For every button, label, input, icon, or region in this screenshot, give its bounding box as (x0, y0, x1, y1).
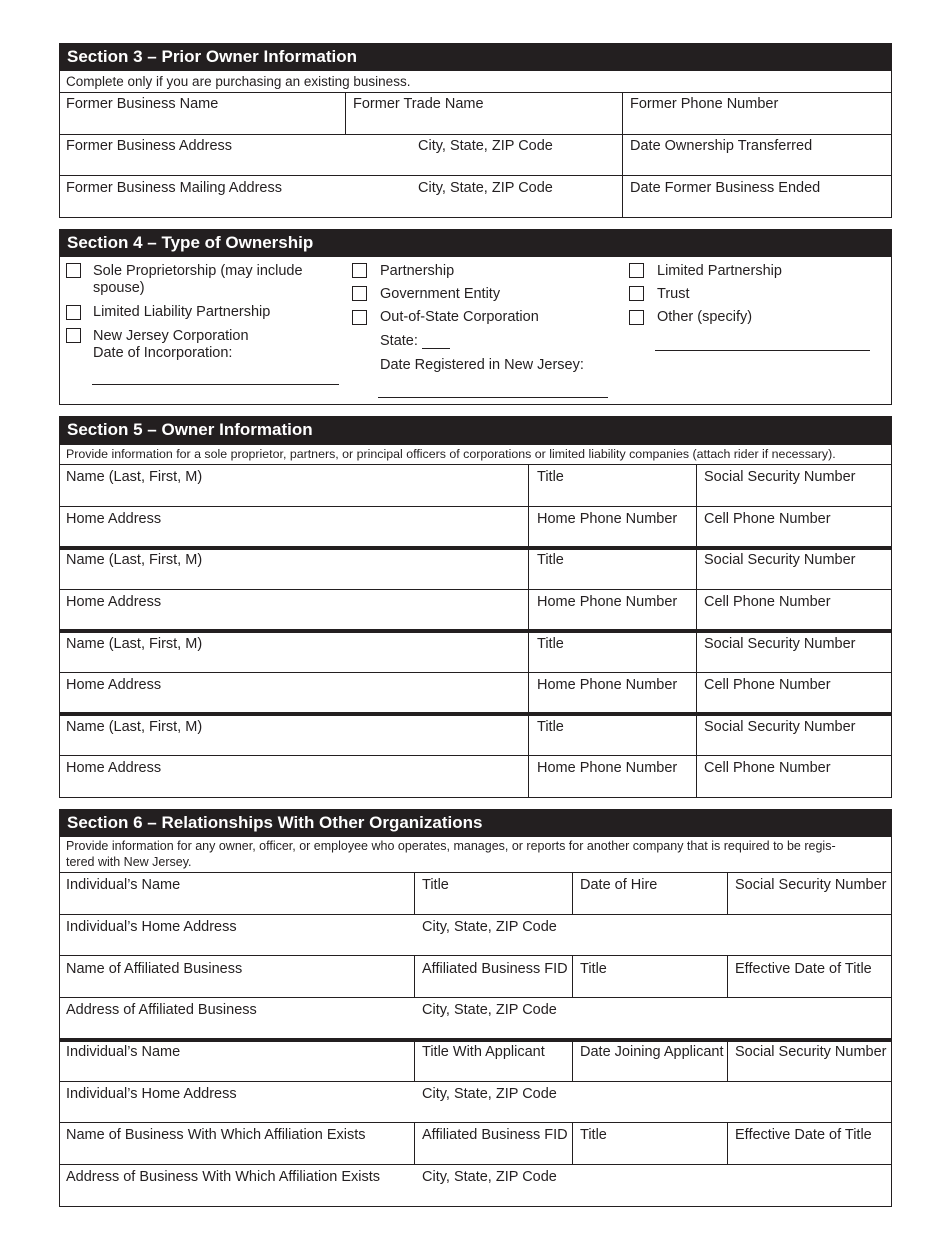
date-incorporation-label: Date of Incorporation: (93, 345, 233, 361)
other-specify-label: Other (specify) (657, 309, 753, 325)
b1-effective-date-field[interactable]: Effective Date of Title (735, 961, 872, 977)
divider (59, 1122, 892, 1123)
section5-note: Provide information for a sole proprietor, partners, or principal officers of corporations or limited liability companies (attach rider if necessary). (66, 447, 836, 461)
b2-affiliated-city-state-zip-field[interactable]: City, State, ZIP Code (422, 1169, 557, 1185)
limited-partnership-checkbox[interactable] (629, 263, 644, 278)
divider (59, 872, 892, 873)
partnership-label: Partnership (380, 263, 455, 279)
divider (59, 755, 892, 756)
owner3-home-address-field[interactable]: Home Address (66, 677, 162, 693)
b2-effective-date-field[interactable]: Effective Date of Title (735, 1127, 872, 1143)
divider (572, 955, 573, 997)
section5-box (59, 444, 892, 798)
divider (414, 1042, 415, 1081)
former-phone-number-field[interactable]: Former Phone Number (630, 96, 779, 112)
section5-header: Section 5 – Owner Information (59, 416, 892, 444)
section6-header: Section 6 – Relationships With Other Organizations (59, 809, 892, 836)
date-business-ended-field[interactable]: Date Former Business Ended (630, 180, 821, 196)
divider (414, 955, 415, 997)
date-ownership-transferred-field[interactable]: Date Ownership Transferred (630, 138, 813, 154)
owner1-name-field[interactable]: Name (Last, First, M) (66, 469, 203, 485)
owner1-title-field[interactable]: Title (537, 469, 564, 485)
sole-proprietorship-label-cont: spouse) (93, 280, 145, 296)
divider (59, 1081, 892, 1082)
owner1-ssn-field[interactable]: Social Security Number (704, 469, 856, 485)
owner4-ssn-field[interactable]: Social Security Number (704, 719, 856, 735)
state-input-line[interactable] (422, 348, 450, 349)
b1-home-address-field[interactable]: Individual’s Home Address (66, 919, 237, 935)
limited-partnership-label: Limited Partnership (657, 263, 782, 279)
divider (59, 955, 892, 956)
partnership-checkbox[interactable] (352, 263, 367, 278)
divider (59, 92, 892, 93)
out-of-state-corp-label: Out-of-State Corporation (380, 309, 539, 325)
date-registered-nj-label: Date Registered in New Jersey: (380, 357, 584, 373)
b1-affiliated-business-name-field[interactable]: Name of Affiliated Business (66, 961, 243, 977)
section6-note-cont: tered with New Jersey. (66, 855, 192, 869)
other-checkbox[interactable] (629, 310, 644, 325)
b2-affiliated-fid-field[interactable]: Affiliated Business FID (422, 1127, 568, 1143)
b1-city-state-zip-field[interactable]: City, State, ZIP Code (422, 919, 557, 935)
divider (59, 506, 892, 507)
owner2-name-field[interactable]: Name (Last, First, M) (66, 552, 203, 568)
divider (414, 1122, 415, 1164)
owner3-title-field[interactable]: Title (537, 636, 564, 652)
former-city-state-zip-field[interactable]: City, State, ZIP Code (418, 138, 553, 154)
former-mailing-city-state-zip-field[interactable]: City, State, ZIP Code (418, 180, 553, 196)
b2-title-with-applicant-field[interactable]: Title With Applicant (422, 1044, 545, 1060)
llp-label: Limited Liability Partnership (93, 304, 271, 320)
owner1-home-address-field[interactable]: Home Address (66, 511, 162, 527)
owner2-home-address-field[interactable]: Home Address (66, 594, 162, 610)
nj-corporation-label: New Jersey Corporation (93, 328, 249, 344)
b2-city-state-zip-field[interactable]: City, State, ZIP Code (422, 1086, 557, 1102)
divider (572, 1122, 573, 1164)
b2-ssn-field[interactable]: Social Security Number (735, 1044, 887, 1060)
trust-checkbox[interactable] (629, 286, 644, 301)
b2-date-joining-applicant-field[interactable]: Date Joining Applicant (580, 1044, 724, 1060)
former-mailing-address-field[interactable]: Former Business Mailing Address (66, 180, 282, 196)
date-incorporation-input-line[interactable] (92, 384, 339, 385)
b2-affiliated-address-field[interactable]: Address of Business With Which Affiliation Exists (66, 1169, 381, 1185)
owner3-name-field[interactable]: Name (Last, First, M) (66, 636, 203, 652)
owner-separator (59, 629, 892, 633)
divider (572, 872, 573, 914)
divider (727, 1122, 728, 1164)
former-trade-name-field[interactable]: Former Trade Name (353, 96, 484, 112)
government-entity-checkbox[interactable] (352, 286, 367, 301)
owner4-home-phone-field[interactable]: Home Phone Number (537, 760, 678, 776)
b2-home-address-field[interactable]: Individual’s Home Address (66, 1086, 237, 1102)
b1-affiliated-city-state-zip-field[interactable]: City, State, ZIP Code (422, 1002, 557, 1018)
owner2-cell-phone-field[interactable]: Cell Phone Number (704, 594, 831, 610)
divider (59, 589, 892, 590)
section4-header: Section 4 – Type of Ownership (59, 229, 892, 256)
owner4-cell-phone-field[interactable]: Cell Phone Number (704, 760, 831, 776)
b1-date-of-hire-field[interactable]: Date of Hire (580, 877, 658, 893)
owner3-home-phone-field[interactable]: Home Phone Number (537, 677, 678, 693)
date-registered-input-line[interactable] (378, 397, 608, 398)
trust-label: Trust (657, 286, 690, 302)
divider (727, 955, 728, 997)
out-of-state-corp-checkbox[interactable] (352, 310, 367, 325)
owner3-ssn-field[interactable]: Social Security Number (704, 636, 856, 652)
government-entity-label: Government Entity (380, 286, 501, 302)
block-separator (59, 1038, 892, 1042)
b1-title-field[interactable]: Title (422, 877, 449, 893)
b1-individual-name-field[interactable]: Individual’s Name (66, 877, 181, 893)
b2-affiliated-business-name-field[interactable]: Name of Business With Which Affiliation Exists (66, 1127, 366, 1143)
divider (59, 464, 892, 465)
owner4-home-address-field[interactable]: Home Address (66, 760, 162, 776)
owner1-home-phone-field[interactable]: Home Phone Number (537, 511, 678, 527)
divider (622, 92, 623, 218)
b1-affiliated-address-field[interactable]: Address of Affiliated Business (66, 1002, 257, 1018)
b1-ssn-field[interactable]: Social Security Number (735, 877, 887, 893)
divider (345, 92, 346, 134)
former-business-address-field[interactable]: Former Business Address (66, 138, 233, 154)
nj-corporation-checkbox[interactable] (66, 328, 81, 343)
owner-separator (59, 712, 892, 716)
sole-proprietorship-checkbox[interactable] (66, 263, 81, 278)
b1-title2-field[interactable]: Title (580, 961, 607, 977)
divider (59, 997, 892, 998)
divider (727, 1042, 728, 1081)
owner-separator (59, 546, 892, 550)
owner2-title-field[interactable]: Title (537, 552, 564, 568)
section3-header: Section 3 – Prior Owner Information (59, 43, 892, 70)
section3-note: Complete only if you are purchasing an existing business. (66, 74, 411, 89)
llp-checkbox[interactable] (66, 305, 81, 320)
owner2-ssn-field[interactable]: Social Security Number (704, 552, 856, 568)
section6-note: Provide information for any owner, officer, or employee who operates, manages, or reports for another company that is required to be regis- (66, 839, 836, 853)
divider (59, 134, 892, 135)
divider (59, 672, 892, 673)
owner4-title-field[interactable]: Title (537, 719, 564, 735)
divider (59, 175, 892, 176)
divider (414, 872, 415, 914)
state-label: State: (380, 333, 418, 349)
owner1-cell-phone-field[interactable]: Cell Phone Number (704, 511, 831, 527)
owner3-cell-phone-field[interactable]: Cell Phone Number (704, 677, 831, 693)
divider (59, 914, 892, 915)
divider (727, 872, 728, 914)
divider (572, 1042, 573, 1081)
b2-individual-name-field[interactable]: Individual’s Name (66, 1044, 181, 1060)
former-business-name-field[interactable]: Former Business Name (66, 96, 219, 112)
b2-title2-field[interactable]: Title (580, 1127, 607, 1143)
other-specify-input-line[interactable] (655, 350, 870, 351)
owner4-name-field[interactable]: Name (Last, First, M) (66, 719, 203, 735)
divider (59, 1164, 892, 1165)
owner2-home-phone-field[interactable]: Home Phone Number (537, 594, 678, 610)
b1-affiliated-fid-field[interactable]: Affiliated Business FID (422, 961, 568, 977)
sole-proprietorship-label: Sole Proprietorship (may include (93, 263, 303, 279)
